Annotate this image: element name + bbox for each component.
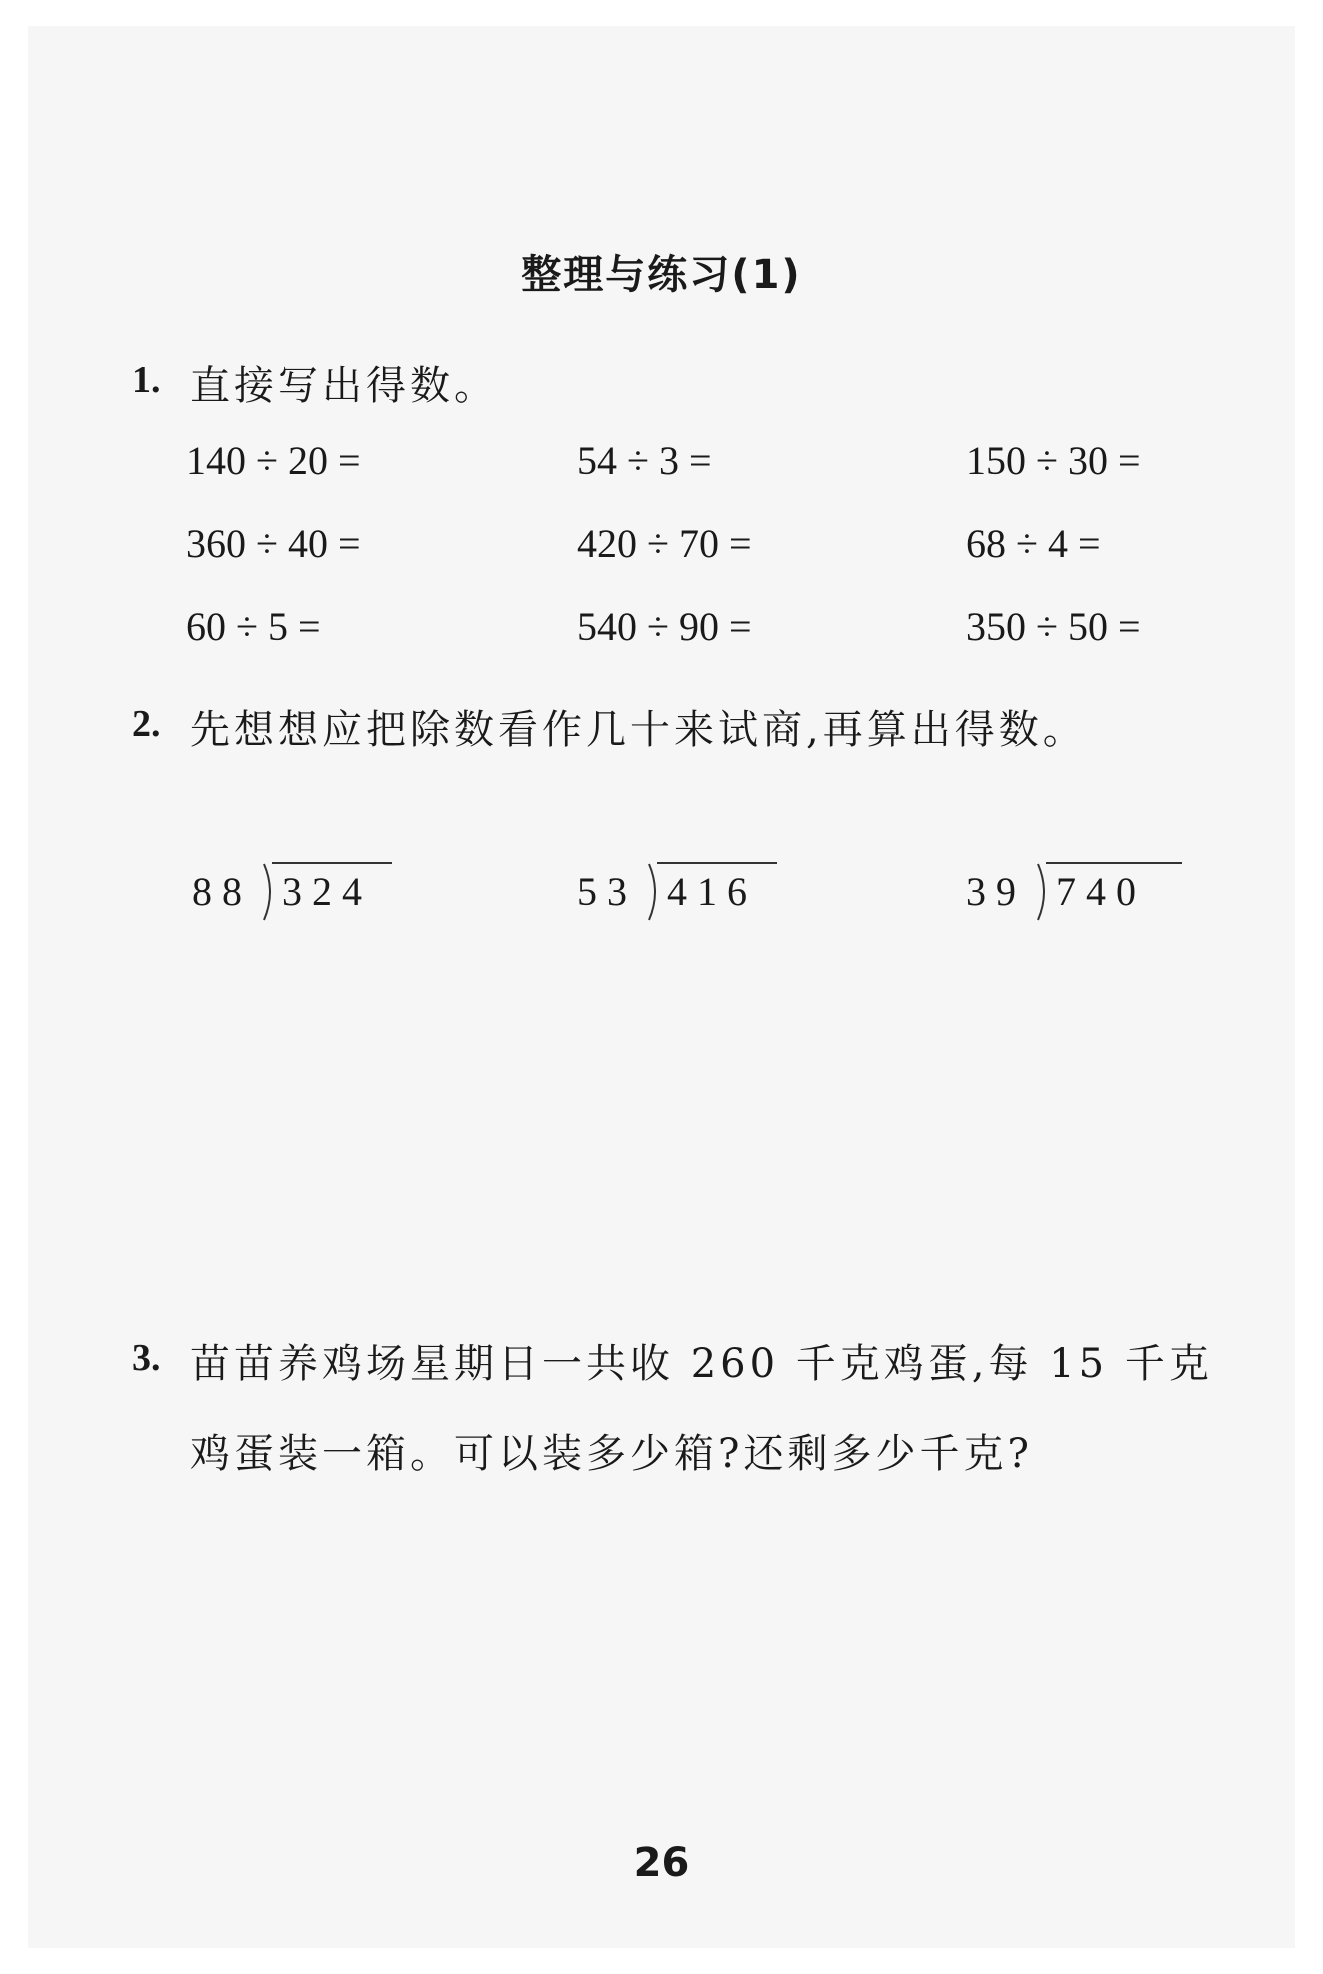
q1-expression: 420 ÷ 70 = [577,521,752,566]
question-3-text-line-1: 苗苗养鸡场星期日一共收 260 千克鸡蛋,每 15 千克 [190,1341,1213,1387]
question-1-number: 1. [132,359,161,401]
question-1-prompt: 直接写出得数。 [190,363,498,409]
division-bracket [262,862,276,922]
division-bar [657,862,777,864]
q1-expression: 68 ÷ 4 = [966,521,1101,566]
q1-expression: 540 ÷ 90 = [577,604,752,649]
q1-expression: 54 ÷ 3 = [577,438,712,483]
q1-expression: 140 ÷ 20 = [186,438,361,483]
page-title: 整理与练习(1) [521,252,802,298]
division-bracket [647,862,661,922]
q1-expression: 350 ÷ 50 = [966,604,1141,649]
division-bar [272,862,392,864]
dividend: 740 [1056,869,1146,914]
divisor: 39 [966,869,1026,914]
divisor: 53 [577,869,637,914]
q1-expression: 150 ÷ 30 = [966,438,1141,483]
divisor: 88 [192,869,252,914]
division-bracket [1036,862,1050,922]
dividend: 324 [282,869,372,914]
division-bar [1046,862,1182,864]
question-3-text-line-2: 鸡蛋装一箱。可以装多少箱?还剩多少千克? [190,1431,1033,1477]
worksheet-page [28,26,1295,1948]
page-number: 26 [633,1840,690,1886]
dividend: 416 [667,869,757,914]
q1-expression: 360 ÷ 40 = [186,521,361,566]
question-3-number: 3. [132,1337,161,1379]
q1-expression: 60 ÷ 5 = [186,604,321,649]
question-2-number: 2. [132,703,161,745]
question-2-prompt: 先想想应把除数看作几十来试商,再算出得数。 [190,707,1087,753]
